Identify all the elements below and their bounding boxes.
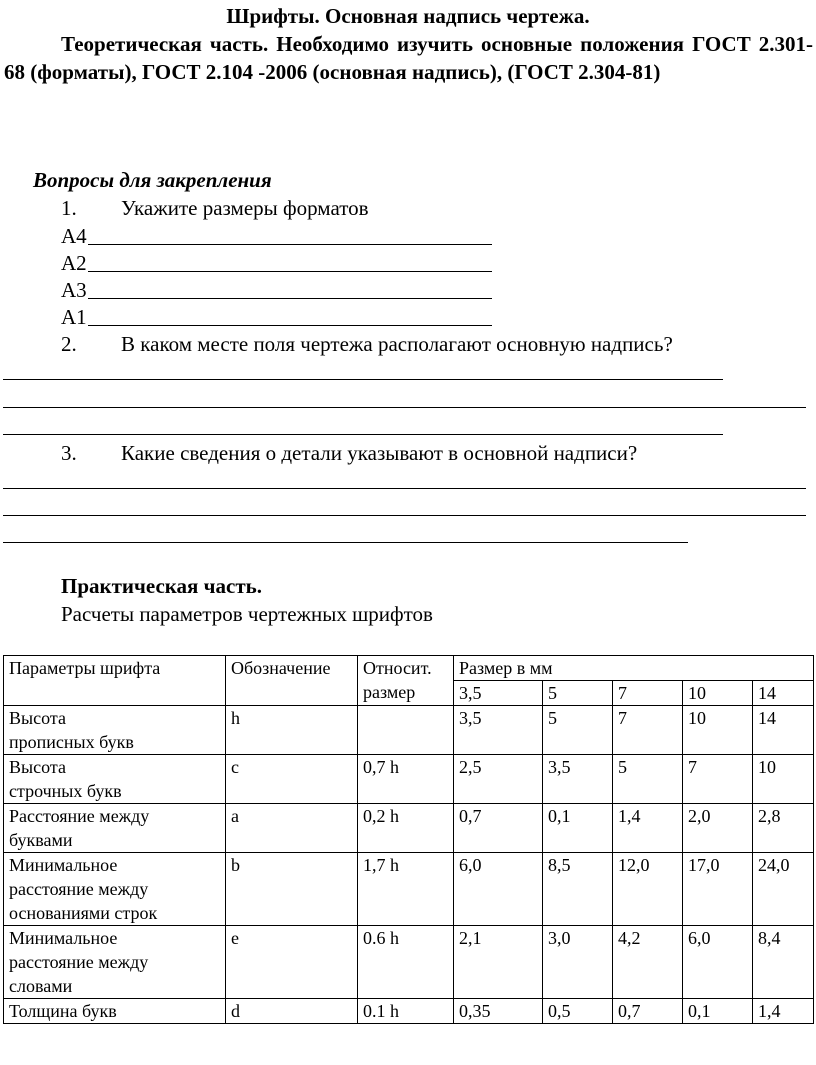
param-designation: b — [226, 853, 358, 926]
param-name: Минимальное расстояние между основаниями строк — [4, 853, 226, 926]
param-name: Расстояние между буквами — [4, 804, 226, 853]
param-name: Высота прописных букв — [4, 706, 226, 755]
param-value: 8,5 — [543, 853, 613, 926]
param-value: 0,7 — [613, 999, 683, 1024]
answer-3-line-1[interactable] — [3, 488, 806, 489]
param-value: 8,4 — [753, 926, 814, 999]
param-value: 2,1 — [454, 926, 543, 999]
format-a4-line — [61, 222, 87, 250]
table-row-letter-spacing — [4, 804, 814, 853]
question-3-text: Какие сведения о детали указывают в основной надписи? — [121, 441, 638, 465]
param-relative — [358, 706, 454, 755]
param-name: Высота строчных букв — [4, 755, 226, 804]
question-3 — [61, 439, 637, 467]
answer-3-line-3[interactable] — [3, 542, 688, 543]
param-value: 5 — [613, 755, 683, 804]
param-relative: 0,2 h — [358, 804, 454, 853]
param-value: 7 — [613, 706, 683, 755]
header-designation: Обозначение — [226, 656, 358, 706]
answer-2-line-1[interactable] — [3, 379, 723, 380]
param-value: 24,0 — [753, 853, 814, 926]
param-value: 3,0 — [543, 926, 613, 999]
answer-3-line-2[interactable] — [3, 515, 806, 516]
header-relative: Относит. размер — [358, 656, 454, 706]
table-row-upper-height — [4, 706, 814, 755]
question-1-number: 1. — [61, 196, 77, 220]
param-value: 0,1 — [683, 999, 753, 1024]
param-value: 17,0 — [683, 853, 753, 926]
answer-2-line-3[interactable] — [3, 434, 723, 435]
table-row-stroke-thickness — [4, 999, 814, 1024]
param-relative: 0.6 h — [358, 926, 454, 999]
question-1-text: Укажите размеры форматов — [121, 196, 369, 220]
format-a4-label: А4 — [61, 224, 87, 248]
size-header: 3,5 — [454, 681, 543, 706]
questions-heading: Вопросы для закрепления — [33, 168, 272, 192]
param-name: Минимальное расстояние между словами — [4, 926, 226, 999]
header-param: Параметры шрифта — [4, 656, 226, 706]
practical-subtitle: Расчеты параметров чертежных шрифтов — [61, 602, 433, 626]
param-value: 5 — [543, 706, 613, 755]
param-value: 0,1 — [543, 804, 613, 853]
practical-heading: Практическая часть. — [61, 574, 262, 598]
format-a2-label: А2 — [61, 251, 87, 275]
param-value: 1,4 — [753, 999, 814, 1024]
param-designation: h — [226, 706, 358, 755]
param-value: 0,7 — [454, 804, 543, 853]
answer-2-line-2[interactable] — [3, 407, 806, 408]
param-relative: 1,7 h — [358, 853, 454, 926]
param-value: 4,2 — [613, 926, 683, 999]
header-size-mm: Размер в мм — [454, 656, 814, 681]
param-value: 10 — [683, 706, 753, 755]
document-title: Шрифты. Основная надпись чертежа. — [226, 4, 590, 28]
param-value: 3,5 — [454, 706, 543, 755]
table-row-lower-height — [4, 755, 814, 804]
question-2-text: В каком месте поля чертежа располагают основную надпись? — [121, 332, 673, 356]
param-value: 6,0 — [454, 853, 543, 926]
param-value: 12,0 — [613, 853, 683, 926]
param-value: 0,35 — [454, 999, 543, 1024]
param-value: 1,4 — [613, 804, 683, 853]
param-value: 7 — [683, 755, 753, 804]
format-a1-line — [61, 303, 87, 331]
param-value: 10 — [753, 755, 814, 804]
font-parameters-table — [3, 655, 814, 1024]
param-designation: a — [226, 804, 358, 853]
param-value: 0,5 — [543, 999, 613, 1024]
param-value: 2,8 — [753, 804, 814, 853]
param-designation: c — [226, 755, 358, 804]
size-header: 5 — [543, 681, 613, 706]
format-a1-label: А1 — [61, 305, 87, 329]
param-value: 6,0 — [683, 926, 753, 999]
param-value: 3,5 — [543, 755, 613, 804]
size-header: 10 — [683, 681, 753, 706]
format-a4-blank[interactable] — [88, 244, 492, 245]
table-header-row — [4, 656, 814, 681]
param-value: 14 — [753, 706, 814, 755]
param-designation: d — [226, 999, 358, 1024]
format-a3-blank[interactable] — [88, 298, 492, 299]
question-2 — [61, 330, 673, 358]
param-relative: 0.1 h — [358, 999, 454, 1024]
format-a3-label: А3 — [61, 278, 87, 302]
format-a1-blank[interactable] — [88, 325, 492, 326]
question-1 — [61, 194, 369, 222]
param-relative: 0,7 h — [358, 755, 454, 804]
param-value: 2,5 — [454, 755, 543, 804]
size-header: 7 — [613, 681, 683, 706]
question-3-number: 3. — [61, 441, 77, 465]
question-2-number: 2. — [61, 332, 77, 356]
param-value: 2,0 — [683, 804, 753, 853]
format-a2-blank[interactable] — [88, 271, 492, 272]
table-row-line-spacing — [4, 853, 814, 926]
format-a2-line — [61, 249, 87, 277]
table-row-word-spacing — [4, 926, 814, 999]
format-a3-line — [61, 276, 87, 304]
param-designation: e — [226, 926, 358, 999]
theory-intro: Теоретическая часть. Необходимо изучить основные положения ГОСТ 2.301-68 (форматы), ГОСТ 2.104 -2006 (основная надпись), (ГОСТ 2.304-81) — [4, 32, 813, 84]
param-name: Толщина букв — [4, 999, 226, 1024]
size-header: 14 — [753, 681, 814, 706]
